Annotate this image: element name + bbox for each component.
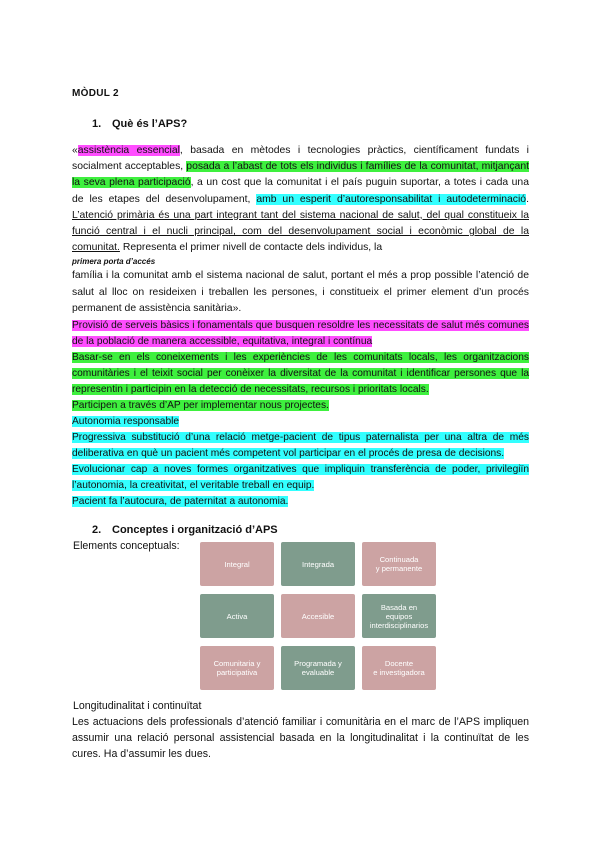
hl-reach: posada a l’abast de tots els individus i famílies de la comunitat, mitjançant la seva plena participació [72,161,529,189]
section-2-heading [92,524,278,536]
tile-continuada: Continuada y permanente [362,542,436,586]
handwritten-annotation: primera porta d’accés [72,257,156,267]
hl-autonomia: Autonomia responsable [72,416,180,427]
concept-grid [200,542,436,690]
tile-programada: Programada y evaluable [281,646,355,690]
tile-accesible: Accesible [281,594,355,638]
section-1-title: Què és l’APS? [112,118,188,130]
tile-integrada: Integrada [281,542,355,586]
quote-seg-2: , basada en mètodes i tecnologies pràctics, científicament fundats i socialment acceptables, [72,145,529,173]
hl-participen: Participen a través d’AP per implementar nous projectes. [72,400,329,411]
module-title: MÒDUL 2 [72,88,119,99]
quote-seg-8: Representa el primer nivell de contacte dels individus, la [119,242,383,254]
quote-paragraph [72,143,529,317]
tile-comunitaria: Comunitaria y participativa [200,646,274,690]
hl-essential: assistència essencial [77,145,180,156]
quote-open: « [72,145,78,156]
tile-activa: Activa [200,594,274,638]
hl-evolucionar: Evolucionar cap a noves formes organitzatives que impliquin transferència de poder, privilegiïn l’autonomia, la creativitat, el veritable treball en equip. [72,464,529,491]
longitudinal-title: Longitudinalitat i continuïtat [73,700,202,712]
tile-docente: Docente e investigadora [362,646,436,690]
hl-progressiva: Progressiva substitució d’una relació metge-pacient de tipus paternalista per una altra de més deliberativa en què un pacient més competent vol participar en el procés de presa de decisions. [72,432,529,459]
section-2-number: 2. [92,524,102,536]
hl-pacient: Pacient fa l’autocura, de paternitat a autonomia. [72,496,289,507]
section-1-heading [92,118,187,130]
tile-equipos: Basada en equipos interdisciplinarios [362,594,436,638]
highlight-block [72,318,529,510]
section-1-number: 1. [92,118,102,130]
quote-seg-9: família i la comunitat amb el sistema nacional de salut, portant el més a prop possible l’atenció de salut al lloc on resideixen i treballen les persones, i constitueix el primer element d’un procés permanent de assistència sanitària». [72,270,529,314]
hl-basar: Basar-se en els coneixements i les experiències de les comunitats locals, les organitzacions comunitàries i el teixit social per conèixer la diversitat de la comunitat i identificar persones que la representin i participin en la detecció de necessitats, recursos i prioritats locals. [72,352,529,395]
hl-self: amb un esperit d’autoresponsabilitat i autodeterminació [256,193,527,205]
elements-label: Elements conceptuals: [73,540,180,552]
quote-seg-4: , a un cost que la comunitat i el país puguin suportar, a totes i cada una de les etapes del desenvolupament, [72,177,529,205]
quote-seg-6: . [526,193,529,205]
longitudinal-text: Les actuacions dels professionals d’atenció familiar i comunitària en el marc de l’APS impliquen assumir una relació personal assistencial basada en la longitudinalitat i la continuïtat de les cures. Ha d’assumir les dues. [72,716,529,760]
tile-integral: Integral [200,542,274,586]
section-2-title: Conceptes i organització d’APS [112,524,278,536]
underlined-statement: L’atenció primària és una part integrant tant del sistema nacional de salut, del qual constitueix la funció central i el nucli principal, com del desenvolupament social i econòmic global de la comunitat. [72,209,529,254]
hl-provisio: Provisió de serveis bàsics i fonamentals que busquen resoldre les necessitats de salut més comunes de la població de manera accessible, equitativa, integral i contínua [72,320,529,347]
